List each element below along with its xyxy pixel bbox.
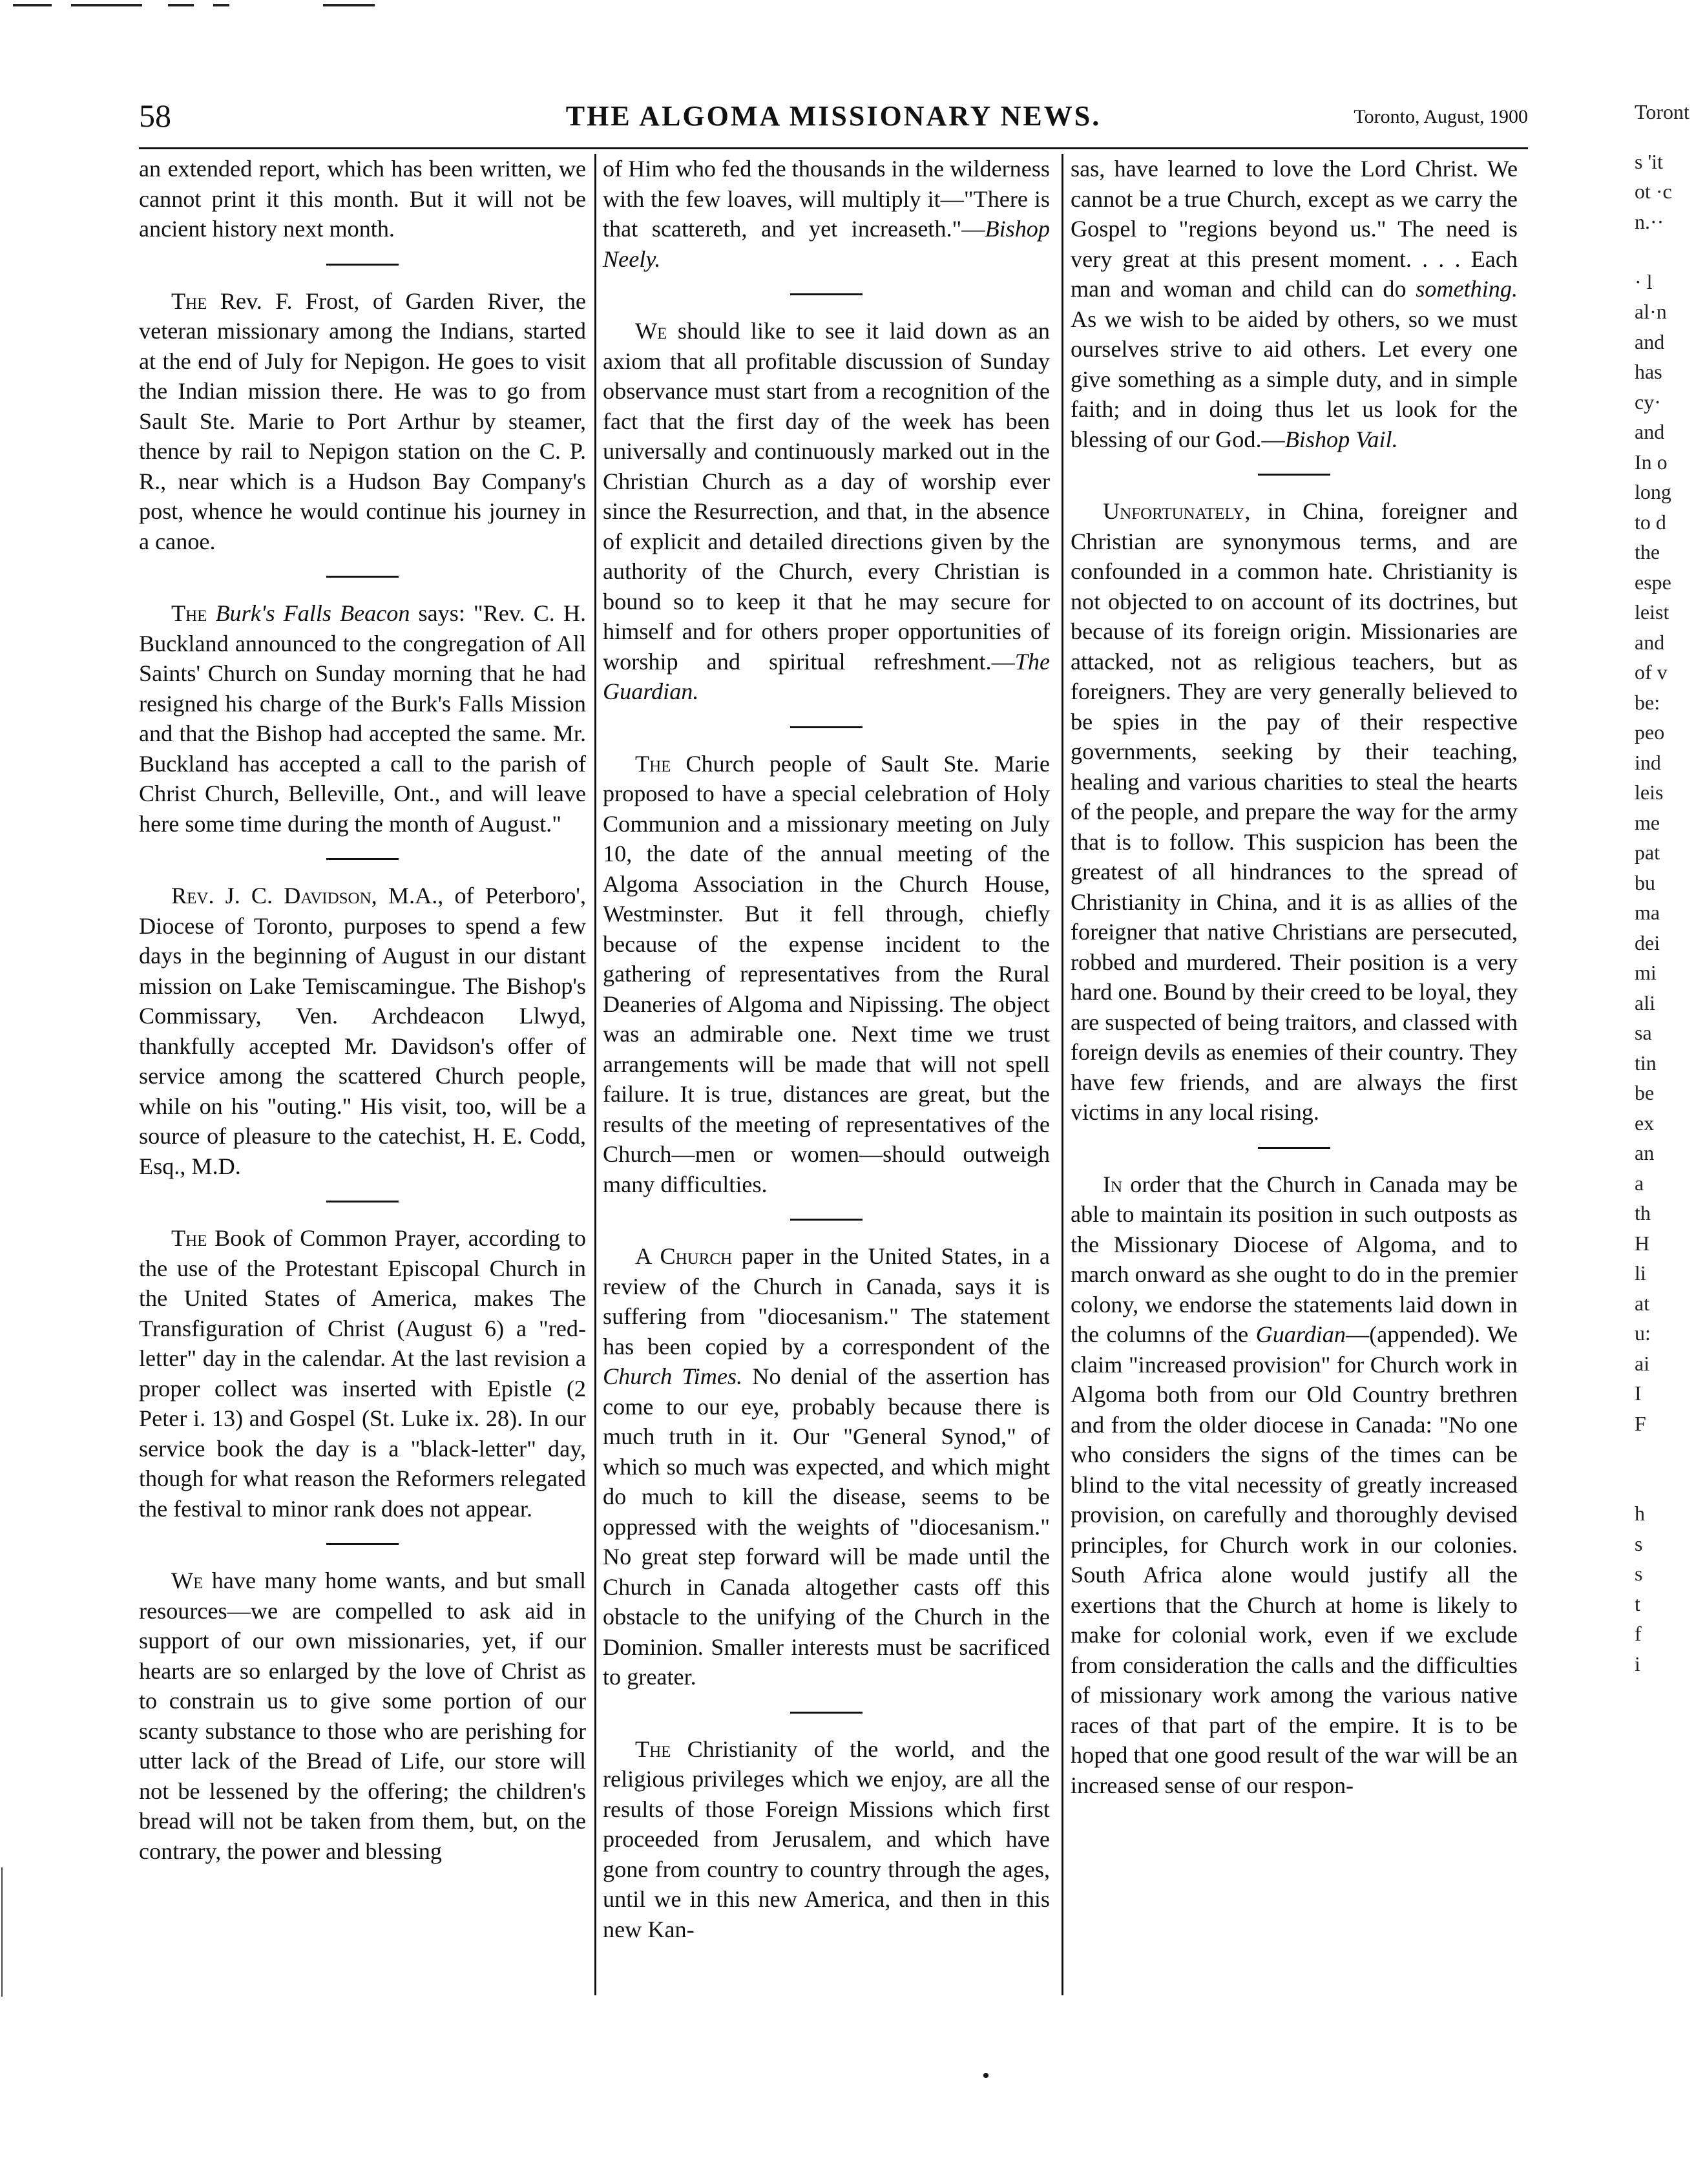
masthead-title: THE ALGOMA MISSIONARY NEWS.	[565, 100, 1102, 132]
fragment-line: ex	[1635, 1111, 1655, 1135]
fragment-line: ma	[1635, 901, 1660, 924]
paragraph: In order that the Church in Canada may be able to maintain its position in such outposts as the Missionary Diocese of Algoma, and to march onward as she ought to do in the premier colony, we endorse the statements laid down in the columns of the Guardian—(appended). We claim "increased provision" for Church work in Algoma both from our Old Country brethren and from the older diocese in Canada: "No one who considers the signs of the times can be blind to the vital necessity of greatly increased provision, on carefully and thoroughly devised principles, for Church work in our colonies. South Africa alone would justify all the exertions that the Church at home is likely to make for colonial work, even if we exclude from consideration the calls and the difficulties of missionary work among the various native races of that part of the empire. It is to be hoped that one good result of the war will be an increased sense of our respon-	[1071, 1171, 1518, 1798]
section-separator	[326, 858, 399, 860]
paragraph: of Him who fed the thousands in the wilderness with the few loaves, will multiply it—"There is that scattereth, and yet increaseth."—Bishop Neely.	[603, 156, 1050, 272]
fragment-line: t	[1635, 1591, 1640, 1615]
dateline: Toronto, August, 1900	[1354, 106, 1528, 127]
fragment-header: Toront	[1635, 100, 1689, 123]
fragment-line: i	[1635, 1652, 1640, 1675]
paragraph: The Burk's Falls Beacon says: "Rev. C. H. Buckland announced to the congregation of All Saints' Church on Sunday morning that he had resigned his charge of the Burk's Falls Mission and that the Bishop had accepted the same. Mr. Buckland has accepted a call to the parish of Christ Church, Belleville, Ont., and will leave here some time during the month of August."	[139, 600, 586, 837]
fragment-line: s	[1635, 1531, 1643, 1555]
fragment-line: be:	[1635, 690, 1660, 714]
fragment-line: ai	[1635, 1351, 1650, 1375]
fragment-line: be	[1635, 1081, 1655, 1104]
section-separator	[790, 1219, 863, 1221]
fragment-line: I	[1635, 1381, 1642, 1405]
scan-edge	[1, 1867, 3, 1997]
fragment-line: H	[1635, 1231, 1650, 1255]
fragment-line: bu	[1635, 870, 1655, 894]
scan-artifact	[168, 4, 194, 6]
column-3	[1071, 154, 1518, 2002]
column-rule	[1062, 154, 1063, 1995]
scan-artifact	[213, 4, 229, 6]
ink-dot	[983, 2073, 988, 2078]
fragment-line: f	[1635, 1622, 1642, 1645]
fragment-line: has	[1635, 360, 1662, 383]
section-separator	[326, 264, 399, 266]
facing-page-fragment	[1635, 97, 1705, 1675]
section-separator	[790, 1712, 863, 1714]
paragraph: The Christianity of the world, and the religious privileges which we enjoy, are all the results of those Foreign Missions which first proceeded from Jerusalem, and which have gone from country to country through the ages, until we in this new America, and then in this new Kan-	[603, 1736, 1050, 1942]
fragment-line: espe	[1635, 570, 1671, 594]
fragment-line: s	[1635, 1562, 1643, 1585]
fragment-line: a	[1635, 1171, 1644, 1195]
fragment-line	[1635, 1438, 1705, 1469]
page-header	[139, 97, 1528, 142]
fragment-line: s 'it	[1635, 149, 1663, 173]
section-separator	[1258, 474, 1330, 476]
paragraph: sas, have learned to love the Lord Christ. We cannot be a true Church, except as we carry the Gospel to "regions beyond us." The need is very great at this present moment. . . . Each man and woman and child can do something. As we wish to be aided by others, so we must ourselves strive to aid others. Let every one give something as a simple duty, and in simple faith; and in doing thus let us look for the blessing of our God.—Bishop Vail.	[1071, 156, 1518, 452]
fragment-line: cy·	[1635, 390, 1661, 414]
fragment-line: F	[1635, 1411, 1646, 1435]
column-2	[603, 154, 1050, 2002]
scan-artifact	[13, 4, 52, 6]
column-1	[139, 154, 586, 2002]
scan-artifact	[323, 4, 375, 6]
fragment-line: In o	[1635, 450, 1668, 474]
paragraph: A Church paper in the United States, in a review of the Church in Canada, says it is suffering from "diocesanism." The statement has been copied by a correspondent of the Church Times. No denial of the assertion has come to our eye, probably because there is much truth in it. Our "General Synod," of which so much was expected, and which might do much to kill the disease, seems to be oppressed with the weights of "diocesanism." No great step forward will be made until the Church in Canada altogether casts off this obstacle to the unifying of the Church in the Dominion. Smaller interests must be sacrificed to greater.	[603, 1243, 1051, 1690]
paragraph: We should like to see it laid down as an axiom that all profitable discussion of Sunday observance must start from a recognition of the fact that the first day of the week has been universally and continuously marked out in the Christian Church as a day of worship ever since the Resurrection, and that, in the absence of explicit and detailed directions given by the authority of the Church, every Christian is bound so to keep it that he may secure for himself and for others proper opportunities of worship and spiritual refreshment.—The Guardian.	[603, 318, 1050, 704]
fragment-line: th	[1635, 1201, 1651, 1224]
fragment-line	[1635, 236, 1705, 267]
fragment-line: leist	[1635, 600, 1669, 624]
column-rule	[594, 154, 596, 1995]
fragment-line: h	[1635, 1502, 1645, 1525]
fragment-line: al·n	[1635, 300, 1667, 323]
fragment-line: li	[1635, 1261, 1646, 1285]
fragment-line: tin	[1635, 1051, 1657, 1075]
fragment-line: ali	[1635, 991, 1655, 1014]
fragment-line: and	[1635, 330, 1665, 353]
paragraph: The Book of Common Prayer, according to the use of the Protestant Episcopal Church in the United States of America, makes The Transfiguration of Christ (August 6) a "red-letter" day in the calendar. At the last revision a proper collect was inserted with Epistle (2 Peter i. 13) and Gospel (St. Luke ix. 28). In our service book the day is a "black-letter" day, though for what reason the Reformers relegated the festival to minor rank does not appear.	[139, 1225, 586, 1522]
fragment-line: to d	[1635, 510, 1666, 534]
paragraph: We have many home wants, and but small resources—we are compelled to ask aid in support of our own missionaries, yet, if our hearts are so enlarged by the love of Christ as to constrain us to give some portion of our scanty substance to those who are perishing for utter lack of the Bread of Life, our store will not be lessened by the offering; the children's bread will not be taken from them, but, on the contrary, the power and blessing	[139, 1568, 586, 1864]
paragraph: Rev. J. C. Davidson, M.A., of Peterboro', Diocese of Toronto, purposes to spend a few days in the beginning of August in our distant mission on Lake Temiscamingue. The Bishop's Commissary, Ven. Archdeacon Llwyd, thankfully accepted Mr. Davidson's offer of service among the scattered Church people, while on his "outing." His visit, too, will be a source of pleasure to the catechist, H. E. Codd, Esq., M.D.	[139, 883, 586, 1179]
fragment-line: n.··	[1635, 209, 1664, 233]
fragment-line: peo	[1635, 720, 1665, 744]
fragment-line: at	[1635, 1291, 1650, 1315]
paragraph: Unfortunately, in China, foreigner and Christian are synonymous terms, and are confounded in a common hate. Christianity is not objected to on account of its doctrines, but because of its foreign origin. Missionaries are attacked, not as religious teachers, but as foreigners. They are very generally believed to be spies in the pay of their respective governments, seeking by their teaching, healing and various charities to steal the hearts of the people, and prepare the way for the army that is to follow. This suspicion has been the greatest of all hindrances to the spread of Christianity in China, and it is as allies of the foreigner that native Christians are persecuted, robbed and murdered. Their position is a very hard one. Bound by their creed to be loyal, they are suspected of being traitors, and classed with foreign devils as enemies of their country. They have few friends, and are always the first victims in any local rising.	[1071, 498, 1518, 1125]
paragraph: an extended report, which has been written, we cannot print it this month. But it will not be ancient history next month.	[139, 156, 586, 242]
section-separator	[790, 726, 863, 728]
paragraph: The Church people of Sault Ste. Marie proposed to have a special celebration of Holy Communion and a missionary meeting on July 10, the date of the annual meeting of the Algoma Association in the Church House, Westminster. But it fell through, chiefly because of the expense incident to the gathering of representatives from the Rural Deaneries of Algoma and Nipissing. The object was an admirable one. Next time we trust arrangements will be made that will not spell failure. It is true, distances are great, but the results of the meeting of representatives of the Church—men or women—should outweigh many difficulties.	[603, 750, 1050, 1197]
fragment-line: of v	[1635, 660, 1668, 684]
fragment-line: long	[1635, 480, 1671, 503]
fragment-line: ot ·c	[1635, 180, 1672, 203]
fragment-line: and	[1635, 630, 1665, 654]
page-number: 58	[139, 98, 171, 134]
header-rule	[139, 147, 1528, 149]
fragment-line: leis	[1635, 781, 1664, 804]
section-separator	[326, 576, 399, 578]
fragment-line: dei	[1635, 930, 1660, 954]
section-separator	[790, 293, 863, 295]
fragment-line: sa	[1635, 1021, 1652, 1044]
section-separator	[1258, 1147, 1330, 1149]
fragment-line: an	[1635, 1141, 1655, 1164]
section-separator	[326, 1201, 399, 1202]
fragment-line	[1635, 1469, 1705, 1499]
fragment-line: u:	[1635, 1321, 1651, 1345]
fragment-line: me	[1635, 810, 1660, 834]
fragment-line: mi	[1635, 961, 1657, 984]
fragment-line: · l	[1635, 269, 1653, 293]
fragment-line: pat	[1635, 841, 1660, 864]
paragraph: The Rev. F. Frost, of Garden River, the veteran missionary among the Indians, started at the end of July for Nepigon. He goes to visit the Indian mission there. He was to go from Sault Ste. Marie to Port Arthur by steamer, thence by rail to Nepigon station on the C. P. R., near which is a Hudson Bay Company's post, whence he would continue his journey in a canoe.	[139, 288, 586, 554]
fragment-line: the	[1635, 540, 1660, 563]
fragment-line: ind	[1635, 750, 1661, 774]
fragment-line: and	[1635, 420, 1665, 443]
scan-artifact	[71, 4, 142, 6]
section-separator	[326, 1543, 399, 1545]
